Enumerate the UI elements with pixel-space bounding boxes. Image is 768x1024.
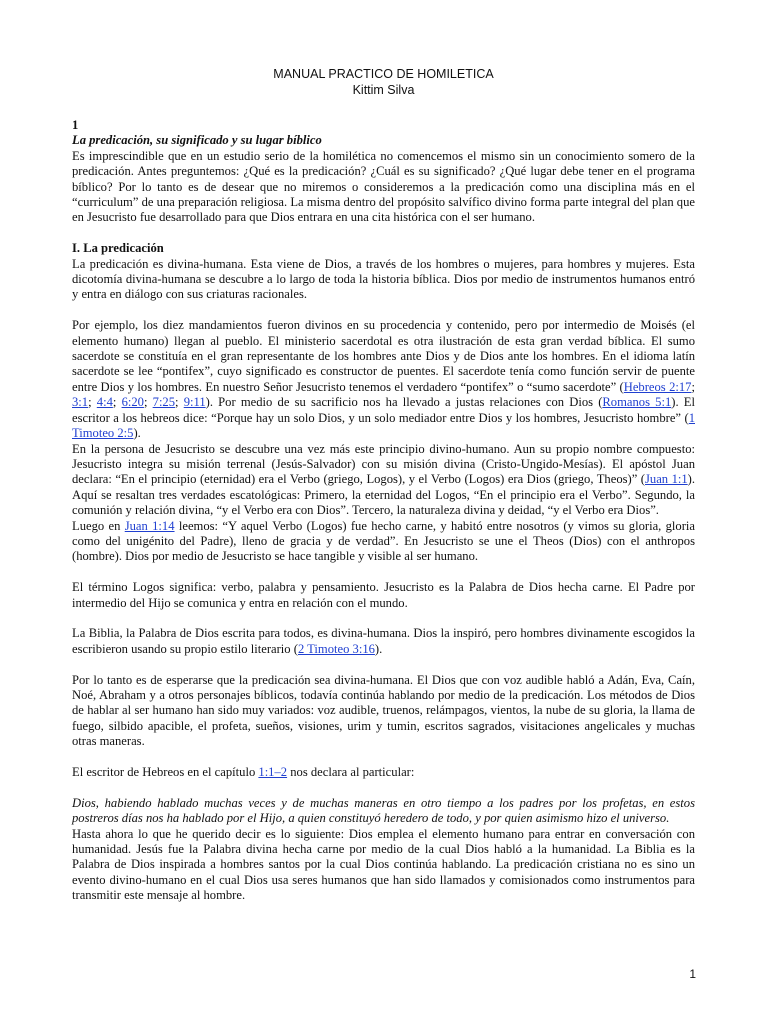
ref-6-20[interactable]: 6:20 [121, 395, 144, 410]
intro-paragraph: Es imprescindible que en un estudio serio de la homilética no comencemos el mismo sin un conocimiento somero de la predicación. Antes preguntemos: ¿Qué es la predicación? ¿Cuál es su significado? ¿Qué lugar debe tener en el programa bíblico? Por lo tanto es de desear que no miremos o consideremos a la predicación como una disciplina más en el “curriculum” de una preparación religiosa. La misma dentro del propósito salvífico divino forma parte integral del plan que en Jesucristo fue desarrollado para que Dios entrara en una cita histórica con el ser humano. [72, 148, 695, 225]
paragraph-2 [72, 318, 695, 441]
ref-hebreos-2-17[interactable]: Hebreos 2:17 [623, 379, 692, 394]
section-heading: I. La predicación [72, 241, 164, 256]
ref-2-timoteo-3-16[interactable]: 2 Timoteo 3:16 [297, 641, 375, 656]
paragraph-3-text-b: ). Aquí se resaltan tres verdades escatológicas: Primero, la eternidad del Logos, “En el principio era el Verbo”. Segundo, la comunión y relación divina, “y el Verbo era con Dios”. Tercero, la naturaleza divina y deidad, “y el Verbo era Dios”. [72, 472, 696, 518]
paragraph-6-text-a: La Biblia, la Palabra de Dios escrita para todos, es divina-humana. Dios la inspiró, pero hombres divinamente escogidos la escribieron usando su propio estilo literario ( [72, 626, 695, 656]
paragraph-8 [72, 765, 695, 780]
ref-hebreos-1-1-2[interactable]: 1:1–2 [258, 764, 288, 779]
ref-3-1[interactable]: 3:1 [72, 395, 89, 410]
paragraph-4 [72, 519, 695, 565]
paragraph-5: El término Logos significa: verbo, palabra y pensamiento. Jesucristo es la Palabra de Dios hecha carne. El Padre por intermedio del Hijo se comunica y entra en relación con el mundo. [72, 580, 695, 610]
paragraph-8-text-a: El escritor de Hebreos en el capítulo [72, 764, 259, 779]
paragraph-2-text-b: ). Por medio de su sacrificio nos ha llevado a justas relaciones con Dios ( [205, 395, 603, 410]
ref-separator: ; [691, 379, 695, 394]
paragraph-1: La predicación es divina-humana. Esta viene de Dios, a través de los hombres o mujeres, para hombres y mujeres. Esta dicotomía divina-humana se descubre a lo largo de toda la historia bíblica. Dios por medio de instrumentos humanos entró y entra en diálogo con sus criaturas racionales. [72, 256, 695, 302]
ref-7-25[interactable]: 7:25 [152, 395, 176, 410]
paragraph-2-text-a: Por ejemplo, los diez mandamientos fueron divinos en su procedencia y contenido, pero por intermedio de Moisés (el elemento humano) llegan al pueblo. El ministerio sacerdotal es otra ilustración de esta gran verdad bíblica. El sumo sacerdote se constituía en el gran representante de los hombres ante Dios y de Dios ante los hombres. En el idioma latín sacerdote se lee “pontifex”, cuyo significado es constructor de puentes. El sacerdote tenía como función servir de puente entre Dios y los hombres. En nuestro Señor Jesucristo tenemos el verdadero “pontifex” o “sumo sacerdote” ( [72, 318, 695, 394]
page-number: 1 [689, 967, 696, 981]
ref-romanos-5-1[interactable]: Romanos 5:1 [602, 395, 672, 410]
ref-juan-1-14[interactable]: Juan 1:14 [124, 518, 175, 533]
chapter-number: 1 [72, 118, 79, 132]
paragraph-3-text-a: En la persona de Jesucristo se descubre una vez más este principio divino-humano. Aun su propio nombre compuesto: Jesucristo integra su misión terrenal (Jesús-Salvador) con su misión divina (Cristo-Ungido-Mesías). El apóstol Juan declara: “En el principio (eternidad) era el Verbo (griego, Logos), y el Verbo (Logos) era Dios (griego, Theos)” ( [72, 441, 695, 487]
chapter-subtitle: La predicación, su significado y su lugar bíblico [72, 133, 322, 148]
paragraph-2-text-d: ). [133, 426, 141, 441]
ref-separator: ; [88, 395, 97, 410]
document-author: Kittim Silva [352, 83, 415, 97]
paragraph-9: Hasta ahora lo que he querido decir es lo siguiente: Dios emplea el elemento humano para entrar en conversación con humanidad. Jesús fue la Palabra divina hecha carne por medio de la cual Dios habló a la humanidad. La Biblia es la Palabra de Dios inspirada a hombres santos por la cual Dios continúa hablando. La predicación cristiana no es sino un evento divino-humano en el cual Dios usa seres humanos que han sido llamados y comisionados como instrumentos para transmitir este mensaje al hombre. [72, 826, 695, 903]
ref-separator: ; [112, 395, 122, 410]
paragraph-7: Por lo tanto es de esperarse que la predicación sea divina-humana. El Dios que con voz audible habló a Adán, Eva, Caín, Noé, Abraham y a otros personajes bíblicos, todavía continúa hablando por medio de la predicación. Los métodos de Dios de hablar al ser humano han sido muy variados: voz audible, truenos, relámpagos, vientos, la nube de su gloria, la llama de fuego, silbido apacible, el profeta, sueños, visiones, urim y tumin, escritos sagrados, visitaciones angelicales y muchas otras maneras. [72, 672, 695, 749]
paragraph-6 [72, 626, 695, 657]
block-quote: Dios, habiendo hablado muchas veces y de muchas maneras en otro tiempo a los padres por los profetas, en estos postreros días nos ha hablado por el Hijo, a quien constituyó heredero de todo, y por quien asimismo hizo el universo. [72, 795, 695, 826]
ref-9-11[interactable]: 9:11 [183, 395, 206, 410]
document-page [72, 66, 695, 904]
document-title: MANUAL PRACTICO DE HOMILETICA [273, 67, 494, 81]
paragraph-6-text-b: ). [374, 641, 383, 656]
ref-4-4[interactable]: 4:4 [96, 395, 113, 410]
paragraph-8-text-b: nos declara al particular: [287, 764, 415, 779]
ref-1-timoteo-2-5[interactable]: 1 Timoteo 2:5 [72, 410, 695, 441]
paragraph-4-text-b: leemos: “Y aquel Verbo (Logos) fue hecho carne, y habitó entre nosotros (y vimos su gloria, gloria como del unigénito del Padre), lleno de gracia y de verdad”. En Jesucristo se une el Theos (Dios) con el anthropos (hombre). Dios por medio de Jesucristo se hace tangible y visible al ser humano. [72, 518, 696, 564]
ref-separator: ; [175, 395, 184, 410]
ref-separator: ; [143, 395, 153, 410]
paragraph-4-text-a: Luego en [72, 518, 125, 533]
ref-juan-1-1[interactable]: Juan 1:1 [645, 472, 688, 487]
paragraph-3 [72, 442, 695, 519]
paragraph-2-text-c: ). El escritor a los hebreos dice: “Porque hay un solo Dios, y un solo mediador entre Dios y los hombres, Jesucristo hombre” ( [72, 395, 695, 425]
